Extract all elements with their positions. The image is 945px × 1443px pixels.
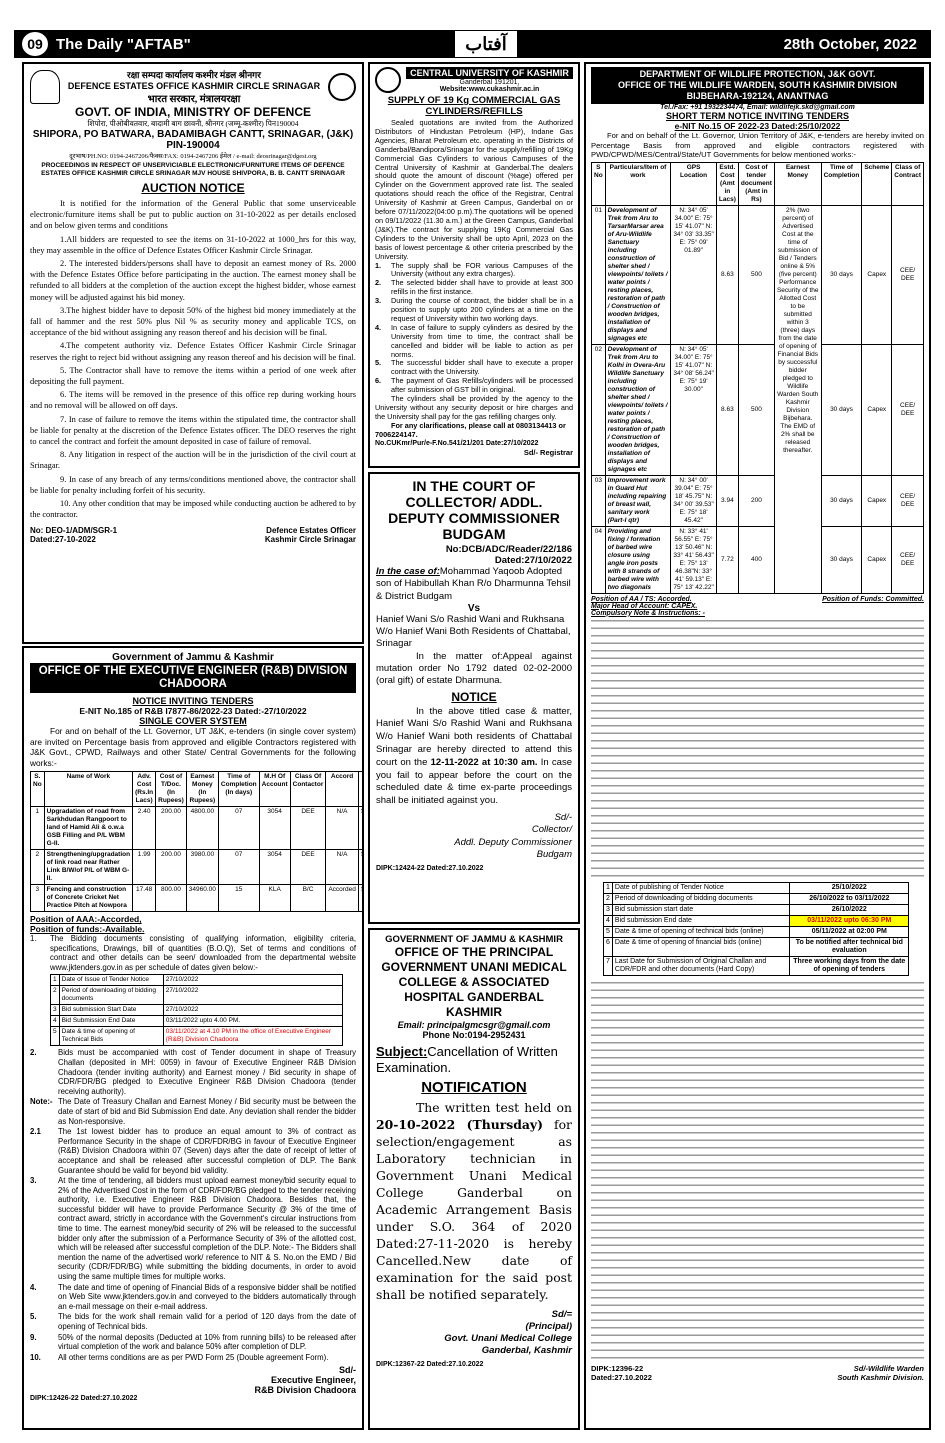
table-row: [592, 344, 924, 475]
table-cell: 200: [738, 475, 774, 526]
column-header: M.H Of Account: [259, 772, 290, 807]
table-cell: N/A: [326, 807, 358, 850]
table-cell: 1: [51, 975, 60, 986]
item-text: The Date of Treasury Challan and Earnest Money / Bid security must be between the date of start of bid and Bid Submission End date. Any deviation shall render the bidder as Non-responsive.: [58, 1097, 356, 1126]
table-cell: DEE: [290, 850, 326, 885]
table-cell: 3.94: [716, 475, 738, 526]
wildlife-tender: [584, 62, 931, 1430]
table-cell: 500: [738, 344, 774, 475]
table-cell: 5: [604, 926, 613, 937]
table-row: [604, 904, 909, 915]
column-header: Name of Work: [44, 772, 132, 807]
table-row: [592, 475, 924, 526]
table-cell: 01: [592, 205, 606, 344]
column-header: Earnest Money (In Rupees): [186, 772, 218, 807]
table-cell: Bid submission start date: [612, 904, 789, 915]
table-cell: 8.63: [716, 205, 738, 344]
table-cell: 4: [51, 1016, 60, 1027]
notification-body: The written test held on: [416, 1100, 572, 1115]
address: SHIPORA, PO BATWARA, BADAMIBAGH CANTT, SRINAGAR, (J&K) PIN-190004: [32, 129, 354, 151]
column-header: Time of Completion: [821, 162, 862, 205]
subject: Cancellation of Written Examination.: [376, 1044, 558, 1075]
table-row: [604, 882, 909, 893]
item-number: Note:-: [30, 1097, 53, 1107]
intro: For and on behalf of the Lt. Governor, Union Territory of J&K, e-tenders are hereby invited on Percentage Basis from approved and eligible contractors registered with PWD/CPWD/MES/Central/State/UT Governments for below mentioned works:-: [591, 131, 924, 160]
table-cell: Upgradation of road from Sarkhdudan Rangpoort to land of Hamid Ali & o.w.a GSB Filling and P/L WBM G-II.: [44, 807, 132, 850]
para: 5. The Contractor shall have to remove the items within a period of one week after depositing the full payment.: [30, 365, 356, 387]
table-row: [592, 526, 924, 593]
table-cell: Bid Submission End Date: [59, 1016, 163, 1027]
column-header: Class of Contract: [892, 162, 924, 205]
table-cell: N/A: [326, 850, 358, 885]
table-cell: 30 days: [821, 475, 862, 526]
instructions-block: [591, 617, 924, 879]
table-cell: 02: [592, 344, 606, 475]
aaa-position: Position of AAA:-Accorded,: [30, 914, 142, 924]
table-cell: Capex: [862, 475, 892, 526]
item-text: The selected bidder shall have to provide at least 300 refills in the first instance.: [391, 278, 573, 297]
hindi-govt: भारत सरकार, मंत्रालयरक्षा: [147, 94, 241, 105]
list-item: [30, 1283, 356, 1312]
contact: Tel./Fax: +91 1932234474, Email: wildlifejk.skd@gmail.com: [660, 104, 855, 111]
item-number: 2.1: [30, 1127, 41, 1137]
list-item: [375, 377, 573, 395]
table-cell: Providing and fixing / formation of barbed wire closure using angle iron posts with 8 strands of barbed wire with two diagonals: [605, 526, 671, 593]
table-cell: N: 34° 05' 34.00" E: 75° 15' 41.07" N: 34° 03' 33.35" E: 75° 09' 01.89": [671, 205, 717, 344]
table-cell: Bid submission Start Date: [59, 1005, 163, 1016]
table-cell: 17.48: [133, 885, 156, 912]
notes-block: [591, 979, 924, 1361]
subject-label: Subject:: [376, 1044, 428, 1059]
table-cell: Accorded: [326, 885, 358, 912]
table-cell: 3: [51, 1005, 60, 1016]
table-cell: Last Date for Submission of Original Challan and CDR/FDR and other documents (Hard Copy): [612, 956, 789, 975]
sd: Sd/-: [554, 812, 572, 824]
para: 6. The items will be removed in the presence of this office rep during working hours and no removal will be allowed on off days.: [30, 390, 356, 411]
list-item: [375, 359, 573, 377]
column-header: S. No: [31, 772, 45, 807]
table-cell: Capex: [862, 526, 892, 593]
column-header: Estd. Cost (Amt in Lacs): [716, 162, 738, 205]
enit-no: E-NIT No.185 of R&B I7877-86/2022-23 Dated:-27/10/2022: [79, 706, 307, 716]
university-name: CENTRAL UNIVERSITY OF KASHMIR: [406, 67, 573, 79]
table-cell: N: 33° 41' 56.55" E: 75° 13' 50.46" N: 33° 41' 56.43" E: 75° 13' 46.38"N: 33° 41' 59.13" E: 75° 13' 42.22": [671, 526, 717, 593]
table-cell: [358, 850, 364, 885]
office-name: DEFENCE ESTATES OFFICE KASHMIR CIRCLE SRINAGAR: [67, 81, 321, 91]
table-cell: 2.40: [133, 807, 156, 850]
signatory: Executive Engineer,: [270, 1375, 356, 1386]
phone: Phone No:0194-2952431: [422, 1030, 526, 1040]
list-item: [375, 297, 573, 324]
sd: Sd/=: [551, 1309, 572, 1320]
ref-no: No: DEO-1/ADM/SGR-1: [30, 526, 118, 536]
table-cell: 2: [31, 850, 45, 885]
body: Sealed quotations are invited from the Authorized Distributors of Hindustan Petroleum (HP), Indane Gas Agencies, Bharat Petroleum etc. operating in the Districts of Ganderbal/Bandipora/Srinagar for the supply/refilling of 19Kg Commercial Gas Cylinders to various Campuses of the Central University of Kashmir at Ganderbal.The dealers should quote the amount of discount (%age) offered per Cylinder on the Government approved rate list. The sealed quotations should reach the office of the Registrar, Central University of Kashmir at Green Campus, Ganderbal on or before 07/11/2022(04:00 p.m).The quotations will be opened on 09/11/2022 (11.30 a.m.) at the Green Campus, Ganderbal (J&K).The contract for supplying 19Kg Commercial Gas Cylinders to the University shall be upto April, 2023 on the basis of lowest percentage & other criteria prescribed by the University.: [375, 118, 573, 261]
hindi-address: शिपोरा, पीओबीवतवार, बादामी बाग छावनी, श्रीनगर (जम्मू-कश्मीर) पिन190004: [87, 119, 299, 128]
respondents: Hanief Wani S/o Rashid Wani and Rukhsana W/o Hanief Wani Both Residents of Chattabal, Srinagar: [376, 613, 571, 650]
column-header: Cost of tender document (Amt in Rs): [738, 162, 774, 205]
column-header: Scheme: [862, 162, 892, 205]
list-item: [375, 324, 573, 360]
table-cell: 3054: [259, 807, 290, 850]
table-cell: 34960.00: [186, 885, 218, 912]
table-cell: 3: [31, 885, 45, 912]
table-cell: 500: [738, 205, 774, 344]
table-cell: 200.00: [156, 850, 187, 885]
table-cell: 27/10/2022: [163, 986, 343, 1005]
table-cell: Development of Trek from Aru to TarsarMarsar area of Aru-Wildlife Sanctuary including construction of shelter shed / viewpoints/ toilets / water points / resting places, restoration of path / Construction of wooden bridges, installation of displays and signages etc: [605, 205, 671, 344]
column-header: S No: [592, 162, 606, 205]
notification-heading: NOTIFICATION: [421, 1079, 527, 1096]
column-header: Class Of Contactor: [290, 772, 326, 807]
table-cell: 800.00: [156, 885, 187, 912]
signatory: Sd/-Wildlife Warden: [853, 1363, 924, 1373]
university-logo-icon: [375, 67, 401, 93]
item-text: In case of failure to supply cylinders as desired by the University from time to time, the contract shall be cancelled and bidder will be liable to action as per norms.: [391, 322, 573, 359]
table-cell: Improvement work in Guard Hut including repairing of breast wall, sanitary work (Part-I qtr): [605, 475, 671, 526]
signatory: Defence Estates Officer: [266, 526, 356, 536]
column-header: Adv. Cost (Rs.In Lacs): [133, 772, 156, 807]
dept-name: DEPARTMENT OF WILDLIFE PROTECTION, J&K GOVT.: [639, 69, 876, 79]
item-text: During the course of contract, the bidder shall be in a position to supply upto 200 cylinders at a time on the request of University within two working days.: [391, 296, 573, 323]
page-number: 09: [22, 32, 48, 56]
notice-body-end: In case you fail to appear before the court on the scheduled date & time ex-parte proceedings shall be initiated against you.: [376, 756, 572, 807]
table-row: [51, 975, 343, 986]
table-cell: 07: [218, 807, 259, 850]
table-cell: CEE/ DEE: [892, 475, 924, 526]
ashoka-emblem-icon: [30, 70, 60, 104]
table-row: [51, 986, 343, 1005]
table-cell: 3054: [259, 850, 290, 885]
table-cell: 27/10/2022: [163, 975, 343, 986]
item-1: The Bidding documents consisting of qualifying information, eligibility criteria, specifications, Drawings, bill of quantities (B.O.Q), Set of terms and conditions of contract and other details can be seen/ downloaded from the departmental website www.jktenders.gov.in as per schedule of dates given below:-: [50, 934, 356, 972]
email: Email: principalgmcsgr@gmail.com: [397, 1020, 551, 1030]
table-cell: 30 days: [821, 526, 862, 593]
item-number: 5.: [375, 358, 382, 368]
case-label: In the case of:: [376, 566, 440, 577]
petitioner: Mohammad Yaqoob Adopted son of Habibullah Khan R/o Dharmunna Tehsil & District Budgam: [376, 566, 571, 602]
table-cell: 03/11/2022 at 4.10 PM in the office of Executive Engineer (R&B) Division Chadoora: [163, 1027, 343, 1046]
item-number: 2.: [30, 1048, 37, 1058]
table-cell: 200.00: [156, 807, 187, 850]
works-table: [591, 162, 924, 594]
office-bar: OFFICE OF THE EXECUTIVE ENGINEER (R&B) DIVISION CHADOORA: [30, 663, 356, 693]
notice-body: In the above titled case & matter, Hanief Wani S/o Rashid Wani and Rukhsana W/o Hanief Wani both residents of Chattabal Srinagar are hereby directed to attend this court on the: [376, 705, 572, 768]
table-cell: 1: [31, 807, 45, 850]
column-header: Accord: [326, 772, 358, 807]
table-row: [604, 893, 909, 904]
table-cell: 7.72: [716, 526, 738, 593]
table-cell: Period of downloading of bidding documents: [612, 893, 789, 904]
table-cell: KLA: [259, 885, 290, 912]
intro: For and on behalf of the Lt. Governor, UT J&K, e-tenders (in single cover system) are invited on Percentage basis from approved and eligible Contractors registered with J&K Govt., CPWD, Railways and other State/ Central Governments for the following works:-: [30, 726, 356, 768]
dipk: DIPK:12426-22 Dated:27.10.2022: [30, 1395, 138, 1403]
list-item: [375, 279, 573, 297]
signatory-place: Ganderbal, Kashmir: [481, 1345, 572, 1356]
table-cell: CEE/ DEE: [892, 344, 924, 475]
list-item: [30, 1097, 356, 1126]
item-text: The payment of Gas Refills/cylinders will be processed after submission of GST bill in original.: [391, 376, 573, 395]
table-cell: 7: [604, 956, 613, 975]
column-header: Cost of T/Doc. (In Rupees): [156, 772, 187, 807]
table-cell: 25/10/2022: [790, 882, 909, 893]
proceedings: PROCEEDINGS IN RESPECT OF UNSERVICIABLE ELECTRONIC/FURNITURE ITEMS OF DEFENCE ESTATES OFFICE KASHMIR CIRCLE SRINAGAR MJV HOUSE SHIVPORA, B. B. CANTT SRINAGAR: [41, 162, 345, 177]
paper-name: The Daily "AFTAB": [56, 35, 191, 53]
table-row: [604, 937, 909, 956]
schedule-table: [603, 882, 909, 976]
funds-position: Position of Funds: Committed.: [822, 595, 924, 603]
table-cell: 400: [738, 526, 774, 593]
aftab-logo: آفتاب: [454, 30, 518, 58]
list-item: [30, 1333, 356, 1352]
table-cell: 1.99: [133, 850, 156, 885]
seal-icon: [328, 73, 356, 101]
item-text: 50% of the normal deposits (Deducted at 10% from running bills) to be released after virtual completion of the work and balance 50% after completion of DLP.: [58, 1332, 356, 1352]
table-cell: 2: [51, 986, 60, 1005]
item-text: The date and time of opening of Financial Bids of a responsive bidder shall be notified on Web Site www.jktenders.gov.in and conveyed to the bidders automatically through an e-mail message on their e-mail address.: [58, 1282, 356, 1311]
tender-title: SUPPLY OF 19 Kg COMMERCIAL GAS CYLINDERS/REFILLS: [387, 95, 561, 117]
table-cell: Date of Issue of Tender Notice: [59, 975, 163, 986]
ref-no: No.CUKmr/Pur/e-F.No.541/21/201 Date:27/10/2022: [375, 439, 539, 447]
item-text: The bids for the work shall remain valid for a period of 120 days from the date of opening of Technical bids.: [58, 1312, 356, 1331]
item-text: Bids must be accompanied with cost of Tender document in shape of Treasury Challan (deposited in MH: 0059) in favour of Executive Engineer R&B Division Chadoora (tender inviting authority) and Earnest money / Bid security in shape of CDR/FDR/BG pledged to Executive Engineer R&B Division Chadoora (tender receiving authority).: [58, 1048, 356, 1096]
table-cell: Date & time of opening of Technical Bids: [59, 1027, 163, 1046]
hindi-office: रक्षा सम्पदा कार्यालय कश्मीर मंडल श्रीनगर: [127, 70, 261, 80]
column-header: Particulars/Item of work: [605, 162, 671, 205]
table-cell: 6: [604, 937, 613, 956]
exam-date: 20-10-2022 (Thursday): [376, 1117, 543, 1132]
list-item: [375, 262, 573, 280]
signatory: (Principal): [525, 1321, 572, 1332]
item-number: 5.: [30, 1312, 37, 1322]
list-item: [30, 1353, 356, 1363]
ministry: GOVT. OF INDIA, MINISTRY OF DEFENCE: [74, 105, 311, 119]
cuk-gas-tender: [368, 62, 580, 468]
column-header: [358, 772, 364, 807]
masthead: [14, 30, 931, 58]
table-cell: CEE/ DEE: [892, 205, 924, 344]
table-cell: 15: [218, 885, 259, 912]
item-number: 9.: [30, 1332, 37, 1342]
table-cell: 4800.00: [186, 807, 218, 850]
signatory-office: Kashmir Circle Srinagar: [264, 535, 356, 545]
cover-system: SINGLE COVER SYSTEM: [139, 716, 247, 726]
ref-no: No:DCB/ADC/Reader/22/186: [445, 544, 572, 555]
signatory: Sd/- Registrar: [523, 448, 573, 458]
table-cell: [358, 885, 364, 912]
notice-heading: NOTICE: [451, 689, 497, 704]
issue-date: 28th October, 2022: [783, 35, 917, 53]
table-cell: 30 days: [821, 344, 862, 475]
table-cell: 4: [604, 915, 613, 926]
table-cell: Bid submission End date: [612, 915, 789, 926]
item-number: 3.: [375, 296, 382, 306]
table-cell: Fencing and construction of Concrete Cricket Net Practice Pitch at Nowpora: [44, 885, 132, 912]
dipk: DIPK:12396-22: [591, 1363, 644, 1373]
table-cell: DEE: [290, 807, 326, 850]
dipk-date: Dated:27.10.2022: [591, 1372, 652, 1382]
table-row: [31, 850, 365, 885]
table-row: [604, 956, 909, 975]
table-row: [51, 1016, 343, 1027]
signatory-office: South Kashmir Division.: [837, 1372, 924, 1382]
major-head: Major Head of Account: CAPEX.: [591, 602, 698, 610]
para: 9. In case of any breach of any terms/conditions mentioned above, the contractor shall be liable for penalty including forfeit of his security.: [30, 474, 356, 495]
para: 1.All bidders are requested to see the items on 31-10-2022 at 1000_hrs for this way, they may assemble in the office of Defence Estates Officer Kashmir Circle Srinagar.: [30, 234, 356, 255]
works-table: [30, 771, 364, 912]
item-number: 1.: [375, 260, 382, 270]
list-item: [30, 1127, 356, 1175]
earnest-money-cell: 2% (two percent) of Advertised Cost at the time of submission of Bid / Tenders online & 5% (five percent) Performance Security of the Allotted Cost to be submitted within 3 (three) days from the date of opening of Financial Bids by successful bidder pledged to Wildlife Warden South Kashmir Division Bijbehara. The EMD of 2% shall be released thereafter.: [774, 205, 821, 593]
phone-line: दूरभाष/PH.NO: 0194-2467206/फैक्स/FAX: 0194-2467206 ईमेल / e-mail: deosrinagar@dgest.org: [69, 153, 317, 160]
item-text: The supply shall be FOR various Campuses of the University (without any extra charges).: [391, 260, 573, 279]
nit-title: SHORT TERM NOTICE INVITING TENDERS: [665, 111, 849, 121]
dipk: DIPK:12424-22 Dated:27.10.2022: [376, 865, 484, 873]
para: It is notified for the information of the General Public that some unserviceable electronic/furniture items shall be put to public auction on 31-10-2022 as per details enclosed and on below given terms and conditions: [30, 199, 356, 231]
table-cell: 04: [592, 526, 606, 593]
website: Website:www.cukashmir.ac.in: [439, 86, 540, 93]
govt-line: Government of Jammu & Kashmir: [112, 652, 274, 663]
table-cell: Three working days from the date of opening of tenders: [790, 956, 909, 975]
defence-auction-notice: [22, 62, 364, 644]
table-cell: 03/11/2022 upto 4.00 PM.: [163, 1016, 343, 1027]
signatory: Collector/: [531, 824, 572, 836]
table-cell: [358, 807, 364, 850]
table-cell: 5: [51, 1027, 60, 1046]
table-row: [604, 926, 909, 937]
table-row: [51, 1005, 343, 1016]
list-item: [30, 1176, 356, 1282]
table-cell: B/C: [290, 885, 326, 912]
list-item: [30, 1048, 356, 1096]
court-title: IN THE COURT OF COLLECTOR/ ADDL. DEPUTY COMMISSIONER BUDGAM: [388, 478, 560, 542]
versus: Vs: [467, 602, 481, 614]
para: 8. Any litigation in respect of the auction will be in the jurisdiction of the civil court at Srinagar.: [30, 450, 356, 471]
table-cell: 03/11/2022 upto 06:30 PM: [790, 915, 909, 926]
list-item: [30, 1312, 356, 1331]
enit-no: e-NIT No.15 OF 2022-23 Dated:25/10/2022: [674, 121, 841, 131]
item-number: 2.: [375, 278, 382, 288]
column-header: Time of Completion (In days): [218, 772, 259, 807]
item-text: All other terms conditions are as per PWD Form 25 (Double agreement Form).: [58, 1352, 329, 1362]
item-text: At the time of tendering, all bidders must upload earnest money/bid security equal to 2% of the Advertised Cost in the form of CDR/FDR/BG pledged to the tender receiving authority, i.e. Executive Engineer R&B Division Chadoora. Besides that, the successful bidder will have to provide Performance Security @ 3% of the time of contract award, strictly in accordance with the Government's circular instructions from time to time. The earnest money/bid security of 2% will be released to the successful bidder only after the submission of a Performance Security of 3% of the allotted cost, which will be released after successful completion of the DLP. Note:- The Bidders shall mention the name of the advertised work/ reference to NIT & S. No.on the EMD / Bid security (CDR/FDR/BG) while submitting the bidding documents, in order to avoid using the same multiple times for multiple works.: [58, 1176, 356, 1282]
rnb-tender-notice: Government of Jammu & Kashmir OFFICE OF THE EXECUTIVE ENGINEER (R&B) DIVISION CHADOORA NOTICE INVITING TENDERS E-NIT No.185 of R&B I7877-86/2022-23 Dated:-27/10/2022 SINGLE COVER SYSTEM For and on behalf of the Lt. Governor, UT J&K, e-tenders (in single cover system) are invited on Percentage basis from approved and eligible Contractors registered with J&K Govt., CPWD, Railways and other State/ Central Governments for the following works:- S. No Name of Work Adv. Cost (Rs.In Lacs) Cost of T/Doc. (In Rupees) Earnest Money (In Rupees) Time of Completion (In days) M.H Of Account Class Of Contactor Accord 1 Upgradation of road from Sarkhdudan Rangpoort to land of Hamid Ali & o.w.a GSB Filling and P/L WBM G-II. 2.40 200.00 4800.00 07 3054 DEE N/A 2 Strengthening/upgradation of link road near Rather Link B/W/of P/L of WBM G-II. 1.99 200.00 3980.00 07 3054 DEE N/A 3 Fencing and construction of Concrete Cricket Net Practice Pitch at Nowpora 17.48 800.00 34960.00 15 KLA B/C Accorded Position of AAA:-Accorded, Position of funds:-Available. 1. The Bidding documents consisting of qualifying information, eligibility criteria, specifications, Drawings, bill of quantities (B.O.Q), Set of terms and conditions of contract and other details can be seen/ downloaded from the departmental website www.jktenders.gov.in as per schedule of dates given below:- 1 Date of Issue of Tender Notice 27/10/2022 2 Period of downloading of bidding documents 27/10/2022 3 Bid submission Start Date 27/10/2022 4 Bid Submission End Date 03/11/2022 upto 4.00 PM. 5 Date & time of opening of Technical Bids 03/11/2022 at 4.10 PM in the office of Executive Engineer (R&B) Division Chadoora 2. Bids must be accompanied with cost of Tender document in shape of Treasury Challan (deposited in MH: 0059) in favour of Executive Engineer R&B Division Chadoora (tender inviting authority) and Earnest money / Bid security in shape of CDR/FDR/BG pledged to Executive Engineer R&B Division Chadoora (tender receiving authority). Note:- The Date of Treasury Challan and Earnest Money / Bid security must be between the date of start of bid and Bid Submission End date. Any deviation shall render the bidder as Non-responsive. 2.1 The 1st lowest bidder has to produce an equal amount to 3% of contract as Performance Security in the shape of CDR/FDR/BG in favour of Executive Engineer (R&B) Division Chadoora within 07 (Seven) days after the date of receipt of letter of acceptance and shall be released after successful completion of DLP. The Bank Guarantee should be valid for beyond bid validity. 3. At the time of tendering, all bidders must upload earnest money/bid security equal to 2% of the Advertised Cost in the form of CDR/FDR/BG pledged to the tender receiving authority, i.e. Executive Engineer R&B Division Chadoora. Besides that, the successful bidder will have to provide Performance Security @ 3% of the time of contract award, strictly in accordance with the Government's circular instructions from time to time. The earnest money/bid security of 2% will be released to the successful bidder only after the submission of a Performance Security of 3% of the allotted cost, which will be released after successful completion of the DLP. Note:- The Bidders shall mention the name of the advertised work/ reference to NIT & S. No.on the EMD / Bid security (CDR/FDR/BG) while submitting the bidding documents, in order to avoid using the same multiple times for multiple works. 4. The date and time of opening of Financial Bids of a responsive bidder shall be notified on Web Site www.jktenders.gov.in and conveyed to the bidders automatically through an e-mail message on their e-mail address. 5. The bids for the work shall remain valid for a period of 120 days from the date of opening of Technical bids. 9. 50% of the normal deposits (Deducted at 10% from running bills) to be released after virtual completion of the work and balance 50% after completion of DLP. 10. All other terms conditions are as per PWD Form 25 (Double agreement Form). Sd/- Executive Engineer, R&B Division Chadoora DIPK:12426-22 Dated:27.10.2022: [22, 646, 364, 1430]
table-cell: Period of downloading of bidding documents: [59, 986, 163, 1005]
item-text: The 1st lowest bidder has to produce an equal amount to 3% of contract as Performance Security in the shape of CDR/FDR/BG in favour of Executive Engineer (R&B) Division Chadoora within 07 (Seven) days after the date of receipt of letter of acceptance and shall be released after successful completion of DLP. The Bank Guarantee should be valid for beyond bid validity.: [58, 1127, 356, 1175]
column-header: GPS Location: [671, 162, 717, 205]
table-cell: 27/10/2022: [163, 1005, 343, 1016]
table-row: [51, 1027, 343, 1046]
para: 2. The interested bidders/persons shall have to deposit an earnest money of Rs. 2000 with the Defence Estates Office before participating in the auction. The earnest money shall be refunded to all bidders at the completion of the auction except the highest bidder, whose earnest money will be adjusted against his bid money.: [30, 259, 356, 302]
table-cell: 03: [592, 475, 606, 526]
table-cell: 8.63: [716, 344, 738, 475]
table-cell: Date & time of opening of financial bids (online): [612, 937, 789, 956]
para: 10. Any other condition that may be imposed while conducting auction be adhered to by the contractor.: [30, 499, 356, 520]
office-name: OFFICE OF THE WILDLIFE WARDEN, SOUTH KASHMIR DIVISION: [618, 80, 897, 90]
table-cell: 26/10/2022: [790, 904, 909, 915]
item-number: 10.: [30, 1352, 41, 1362]
signatory-title: Addl. Deputy Commissioner: [454, 836, 572, 848]
table-row: [604, 915, 909, 926]
table-cell: CEE/ DEE: [892, 526, 924, 593]
table-cell: 1: [604, 882, 613, 893]
table-cell: Strengthening/upgradation of link road near Rather Link B/W/of P/L of WBM G-II.: [44, 850, 132, 885]
hearing-date: 12-11-2022 at 10:30 am.: [430, 756, 538, 768]
dates-table: [50, 974, 343, 1046]
table-cell: Date & time of opening of technical bids (online): [612, 926, 789, 937]
ref-date: Dated:27/10/2022: [494, 555, 572, 566]
funds-position: Position of funds:-Available.: [30, 924, 145, 934]
para: 3.The highest bidder have to deposit 50% of the highest bid money immediately at the fall of hammer and the rest 50% plus Nil % as security money and applicable TCS, on acceptance of the bid without assigning any reason thereof and his decision will be final.: [30, 305, 356, 338]
matter: In the matter of:Appeal against mutation order No 1792 dated 02-02-2000 (oral gift) of estate Dharmuna.: [376, 650, 572, 687]
court-notice: [368, 472, 580, 924]
table-row: [31, 807, 365, 850]
item-number: 6.: [375, 376, 382, 386]
item-number: 4.: [375, 322, 382, 332]
notification-body-end: for selection/engagement as Laboratory technician in Government Unani Medical College Ganderbal on Academic Arrangement Basis under S.O. 364 of 2020 Dated:27-11-2020 is hereby Cancelled.New date of examination for the said post shall be notified separately.: [376, 1117, 572, 1302]
address: BIJBEHARA-192124, ANANTNAG: [686, 91, 829, 101]
auction-title: AUCTION NOTICE: [141, 181, 245, 195]
table-cell: 07: [218, 850, 259, 885]
item-number: 3.: [30, 1176, 37, 1186]
table-cell: N: 34° 00' 39.04" E: 75° 18' 45.75" N: 34° 00' 39.53" E: 75° 18' 45.42": [671, 475, 717, 526]
table-cell: 3980.00: [186, 850, 218, 885]
para: 7. In case of failure to remove the items within the stipulated time, the contractor shall be liable for penalty at the discretion of the Defence Estates officer. The DEO reserves the right to cancel the contract and forfeit the amount deposited in case of failure of removal.: [30, 414, 356, 447]
table-row: [31, 885, 365, 912]
table-cell: 2: [604, 893, 613, 904]
table-cell: To be notified after technical bid evaluation: [790, 937, 909, 956]
unani-notification: [368, 928, 580, 1430]
table-cell: Capex: [862, 205, 892, 344]
item-number: 4.: [30, 1282, 37, 1292]
nit-title: NOTICE INVITING TENDERS: [132, 696, 254, 706]
ref-date: Dated:27-10-2022: [30, 535, 96, 545]
sd: Sd/-: [339, 1365, 356, 1376]
table-cell: 30 days: [821, 205, 862, 344]
aa-ts-position: Position of AA / TS: Accorded.: [591, 595, 692, 603]
table-cell: 3: [604, 904, 613, 915]
address: Ganderbal 191201,: [459, 79, 520, 86]
compulsory-heading: Compulsory Note & Instructions: -: [591, 609, 705, 617]
contact: For any clarifications, please call at 0803134413 or 7006224147.: [375, 420, 566, 439]
signatory-office: R&B Division Chadoora: [254, 1385, 356, 1396]
office-name: OFFICE OF THE PRINCIPAL GOVERNMENT UNANI MEDICAL COLLEGE & ASSOCIATED HOSPITAL GANDERBAL KASHMIR: [381, 945, 567, 1019]
table-row: [592, 205, 924, 344]
dipk: DIPK:12367-22 Dated:27.10.2022: [376, 1361, 484, 1368]
signatory-office: Govt. Unani Medical College: [444, 1333, 572, 1344]
closing: The cylinders shall be provided by the agency to the University without any security deposit or hire charges and the University shall pay for the gas refilling charges only.: [375, 394, 573, 421]
signatory-place: Budgam: [536, 848, 572, 860]
table-cell: Development of Trek from Aru to Kolhi in Overa-Aru Wildlife Sanctuary including construction of shelter shed / viewpoints/ toilets / water points / resting places, restoration of path / Construction of wooden bridges, installation of displays and signages etc: [605, 344, 671, 475]
para: 4.The competent authority viz. Defence Estates Officer Kashmir Circle Srinagar reserves the right to reject bid without assigning any reason thereof and his decision will be final.: [30, 341, 356, 362]
table-cell: Date of publishing of Tender Notice: [612, 882, 789, 893]
govt-line: GOVERNMENT OF JAMMU & KASHMIR: [385, 934, 563, 945]
item-text: The successful bidder shall have to execute a proper contract with the University.: [391, 358, 573, 377]
table-cell: N: 34° 05' 34.00" E: 75° 15' 41.07" N: 34° 08' 56.24" E: 75° 19' 30.00": [671, 344, 717, 475]
table-cell: 05/11/2022 at 02:00 PM: [790, 926, 909, 937]
table-cell: Capex: [862, 344, 892, 475]
table-cell: 26/10/2022 to 03/11/2022: [790, 893, 909, 904]
column-header: Earnest Money: [774, 162, 821, 205]
